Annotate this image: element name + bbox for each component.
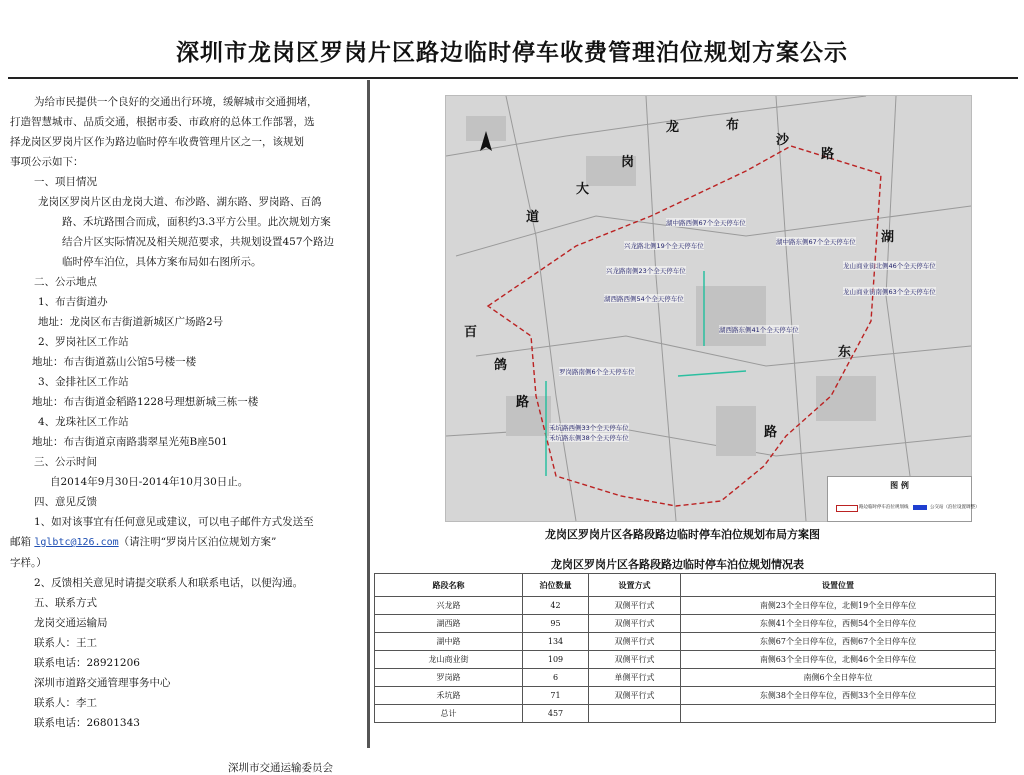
column-divider	[367, 80, 370, 748]
table-cell: 71	[523, 687, 589, 705]
text-line: 地址：布吉街道金稻路1228号理想新城三栋一楼	[32, 396, 259, 408]
parking-label: 兴龙路南侧23个全天停车位	[606, 267, 686, 275]
table-cell: 457	[523, 705, 589, 723]
map-caption: 龙岗区罗岗片区各路段路边临时停车泊位规划布局方案图	[545, 528, 820, 541]
legend-title: 图 例	[890, 481, 909, 490]
table-cell	[681, 705, 996, 723]
parking-label: 禾坑路西侧33个全天停车位	[549, 424, 629, 432]
parking-label: 湖西路西侧54个全天停车位	[604, 295, 684, 303]
road-char: 百	[464, 325, 478, 340]
table-cell: 罗岗路	[375, 669, 523, 687]
parking-label: 湖中路东侧67个全天停车位	[776, 238, 856, 246]
road-char: 大	[576, 182, 590, 197]
parking-layout-map	[445, 95, 972, 522]
table-cell: 双侧平行式	[589, 633, 681, 651]
text-line: 为给市民提供一个良好的交通出行环境，缓解城市交通拥堵，	[34, 96, 318, 108]
legend-item-2: 公交站（泊位设置调整）	[930, 505, 980, 510]
title-divider	[8, 77, 1018, 79]
table-cell: 双侧平行式	[589, 615, 681, 633]
text-line: 自2014年9月30日-2014年10月30日止。	[50, 476, 249, 488]
table-cell: 双侧平行式	[589, 687, 681, 705]
table-row	[375, 705, 996, 723]
table-cell: 南侧63个全日停车位，北侧46个全日停车位	[681, 651, 996, 669]
text-line: 结合片区实际情况及相关规范要求，共规划设置457个路边	[62, 236, 335, 248]
table-cell: 东侧67个全日停车位，西侧67个全日停车位	[681, 633, 996, 651]
text-line: 三、公示时间	[34, 456, 97, 468]
email-suffix: （请注明“罗岗片区泊位规划方案”	[118, 536, 277, 548]
text-line: 四、意见反馈	[34, 496, 97, 508]
text-line: 地址：布吉街道荔山公馆5号楼一楼	[32, 356, 197, 368]
road-char: 路	[821, 147, 835, 162]
table-cell: 兴龙路	[375, 597, 523, 615]
table-cell	[589, 705, 681, 723]
table-cell: 双侧平行式	[589, 597, 681, 615]
table-cell: 龙山商业街	[375, 651, 523, 669]
text-line: 3、金排社区工作站	[38, 376, 129, 388]
text-line: 龙岗区罗岗片区由龙岗大道、布沙路、湖东路、罗岗路、百鸽	[38, 196, 322, 208]
contact-line: 联系电话：26801343	[34, 717, 140, 729]
text-line: 择龙岗区罗岗片区作为路边临时停车收费管理片区之一，该规划	[10, 136, 304, 148]
contact-line: 龙岗交通运输局	[34, 617, 108, 629]
road-char: 鸽	[494, 358, 508, 373]
table-cell: 南侧23个全日停车位，北侧19个全日停车位	[681, 597, 996, 615]
feedback-line-4: 2、反馈相关意见时请提交联系人和联系电话，以便沟通。	[34, 577, 304, 589]
table-cell: 109	[523, 651, 589, 669]
text-line: 1、布吉街道办	[38, 296, 108, 308]
text-line: 路、禾坑路围合而成，面积约3.3平方公里。此次规划方案	[62, 216, 331, 228]
email-prefix: 邮箱	[10, 536, 35, 548]
table-cell: 南侧6个全日停车位	[681, 669, 996, 687]
table-caption: 龙岗区罗岗片区各路段路边临时停车泊位规划情况表	[551, 558, 804, 571]
text-line: 一、项目情况	[34, 176, 97, 188]
column-header: 设置位置	[681, 574, 996, 597]
parking-label: 龙山商业街南侧63个全天停车位	[843, 288, 936, 296]
text-line: 事项公示如下：	[10, 156, 84, 168]
text-line: 二、公示地点	[34, 276, 97, 288]
table-cell: 42	[523, 597, 589, 615]
text-line: 地址：龙岗区布吉街道新城区广场路2号	[38, 316, 224, 328]
map-legend	[827, 476, 980, 522]
table-cell: 湖西路	[375, 615, 523, 633]
legend-swatch-blue	[913, 505, 927, 510]
column-header: 设置方式	[589, 574, 681, 597]
table-row	[375, 669, 996, 687]
table-row	[375, 597, 996, 615]
contact-line: 联系人：王工	[34, 637, 97, 649]
road-char: 路	[516, 395, 530, 410]
table-cell: 湖中路	[375, 633, 523, 651]
road-char: 沙	[776, 133, 790, 148]
table-row	[375, 651, 996, 669]
parking-label: 湖西路东侧41个全天停车位	[719, 326, 799, 334]
table-cell: 双侧平行式	[589, 651, 681, 669]
road-char: 道	[526, 210, 540, 225]
announcement-text	[10, 92, 358, 768]
table-cell: 东侧41个全日停车位，西侧54个全日停车位	[681, 615, 996, 633]
table-cell: 95	[523, 615, 589, 633]
feedback-email-line	[10, 532, 358, 553]
contact-line: 联系电话：28921206	[34, 657, 140, 669]
legend-item-1: 路边临时停车泊位规划线	[859, 505, 909, 510]
table-header-row	[375, 574, 996, 597]
email-link[interactable]: lglbtc@126.com	[34, 537, 119, 548]
road-char: 湖	[881, 230, 895, 245]
contact-line: 联系人：李工	[34, 697, 97, 709]
parking-label: 兴龙路北侧19个全天停车位	[624, 242, 704, 250]
table-cell: 单侧平行式	[589, 669, 681, 687]
table-cell: 6	[523, 669, 589, 687]
page-title: 深圳市龙岗区罗岗片区路边临时停车收费管理泊位规划方案公示	[176, 40, 848, 66]
table-row	[375, 633, 996, 651]
road-char: 布	[726, 118, 740, 133]
contact-section	[10, 593, 358, 733]
parking-label: 罗岗路南侧6个全天停车位	[559, 368, 635, 376]
table-row	[375, 615, 996, 633]
contact-line: 深圳市道路交通管理事务中心	[34, 677, 171, 689]
table-cell: 总计	[375, 705, 523, 723]
contact-line: 五、联系方式	[34, 597, 97, 609]
parking-table	[374, 573, 996, 723]
intro-lines	[10, 92, 358, 512]
legend-swatch-red	[836, 505, 858, 512]
text-line: 4、龙珠社区工作站	[38, 416, 129, 428]
road-char: 龙	[666, 120, 680, 135]
table-cell: 东侧38个全日停车位，西侧33个全日停车位	[681, 687, 996, 705]
road-char: 路	[764, 425, 778, 440]
column-header: 路段名称	[375, 574, 523, 597]
table-cell: 禾坑路	[375, 687, 523, 705]
road-char: 岗	[621, 155, 635, 170]
road-char: 东	[838, 345, 852, 360]
map-graphic	[446, 96, 971, 521]
signature: 深圳市交通运输委员会	[228, 762, 333, 774]
text-line: 临时停车泊位，具体方案布局如右图所示。	[62, 256, 262, 268]
parking-label: 龙山商业街北侧46个全天停车位	[843, 262, 936, 270]
column-header: 泊位数量	[523, 574, 589, 597]
text-line: 打造智慧城市、品质交通，根据市委、市政府的总体工作部署，选	[10, 116, 315, 128]
text-line: 2、罗岗社区工作站	[38, 336, 129, 348]
text-line: 地址：布吉街道京南路翡翠星光苑B座501	[32, 436, 228, 448]
table-cell: 134	[523, 633, 589, 651]
feedback-line-1: 1、如对该事宜有任何意见或建议，可以电子邮件方式发送至	[34, 516, 314, 528]
table-row	[375, 687, 996, 705]
table-body	[375, 597, 996, 723]
feedback-line-3: 字样。）	[10, 557, 47, 569]
parking-label: 禾坑路东侧38个全天停车位	[549, 434, 629, 442]
parking-label: 湖中路西侧67个全天停车位	[666, 219, 746, 227]
